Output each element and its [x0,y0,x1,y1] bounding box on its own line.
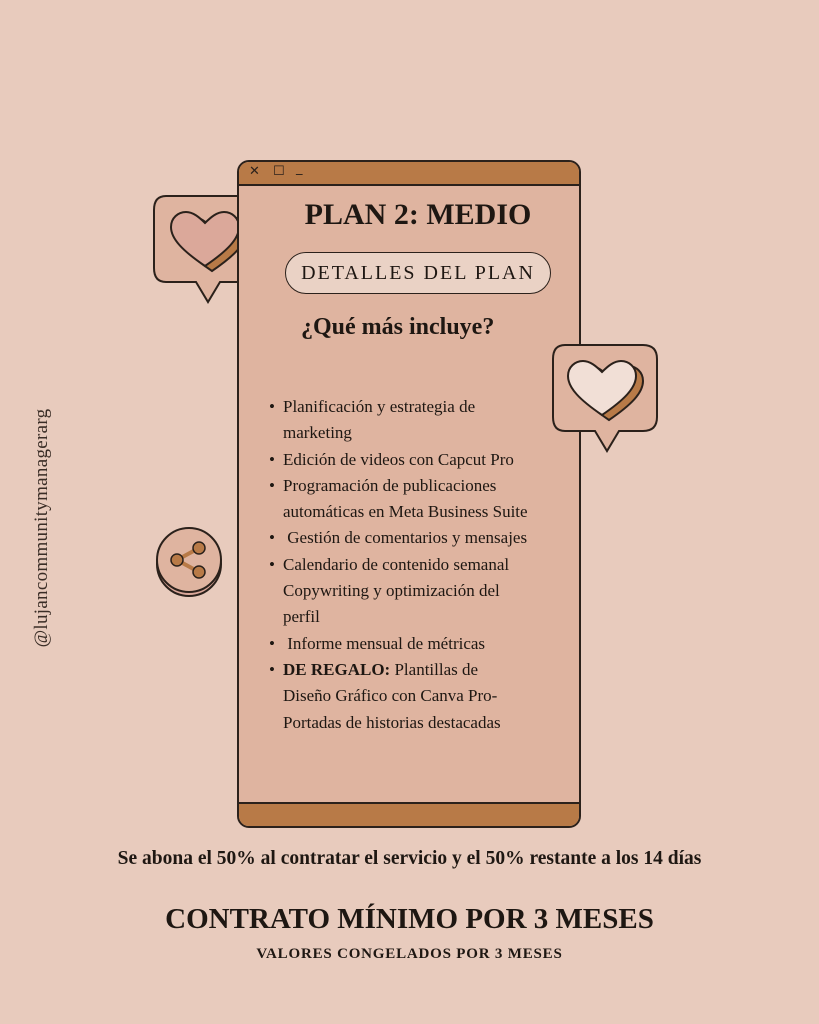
feature-item [269,420,579,446]
feature-item [269,447,579,473]
plan-window [237,160,581,828]
feature-text: Edición de videos con Capcut Pro [283,449,514,469]
feature-item [269,710,579,736]
payment-note: Se abona el 50% al contratar el servicio y el 50% restante a los 14 días [117,848,702,869]
window-titlebar [239,162,579,186]
details-label: DETALLES DEL PLAN [301,261,535,284]
feature-item [269,552,579,578]
close-icon[interactable]: ✕ [249,164,260,179]
share-button[interactable] [155,526,223,598]
features-subtitle: ¿Qué más incluye? [301,314,495,340]
feature-text: Plantillas de [390,659,479,679]
feature-item [269,657,579,683]
share-icon [155,526,223,598]
window-footerbar [239,802,579,826]
features-list [269,394,579,736]
feature-text: marketing [283,423,352,443]
feature-text: perfil [283,607,320,627]
feature-item [269,578,579,604]
frozen-values-note: VALORES CONGELADOS POR 3 MESES [256,946,563,962]
feature-text: Portadas de historias destacadas [283,712,501,732]
feature-text: Diseño Gráfico con Canva Pro- [283,686,498,706]
instagram-handle [28,388,56,668]
feature-item [269,473,579,499]
feature-text: Programación de publicaciones [283,475,497,495]
feature-text: Informe mensual de métricas [283,633,486,653]
feature-item [269,683,579,709]
feature-item [269,604,579,630]
feature-item [269,499,579,525]
feature-highlight: DE REGALO: [283,659,391,679]
feature-text: Gestión de comentarios y mensajes [283,528,528,548]
feature-text: Planificación y estrategia de [283,397,476,416]
feature-text: Calendario de contenido semanal [283,554,510,574]
handle-text: @lujancommunitymanagerarg [31,408,52,648]
plan-title: PLAN 2: MEDIO [304,198,532,231]
maximize-icon[interactable]: ☐ [273,164,285,179]
feature-text: automáticas en Meta Business Suite [283,502,528,522]
feature-item [269,631,579,657]
contract-heading: CONTRATO MÍNIMO POR 3 MESES [165,903,654,935]
feature-text: Copywriting y optimización del [283,581,500,601]
heart-icon [549,341,663,457]
details-pill [285,252,551,294]
feature-item [269,525,579,551]
feature-item [269,394,579,420]
minimize-icon[interactable]: _ [296,161,303,176]
